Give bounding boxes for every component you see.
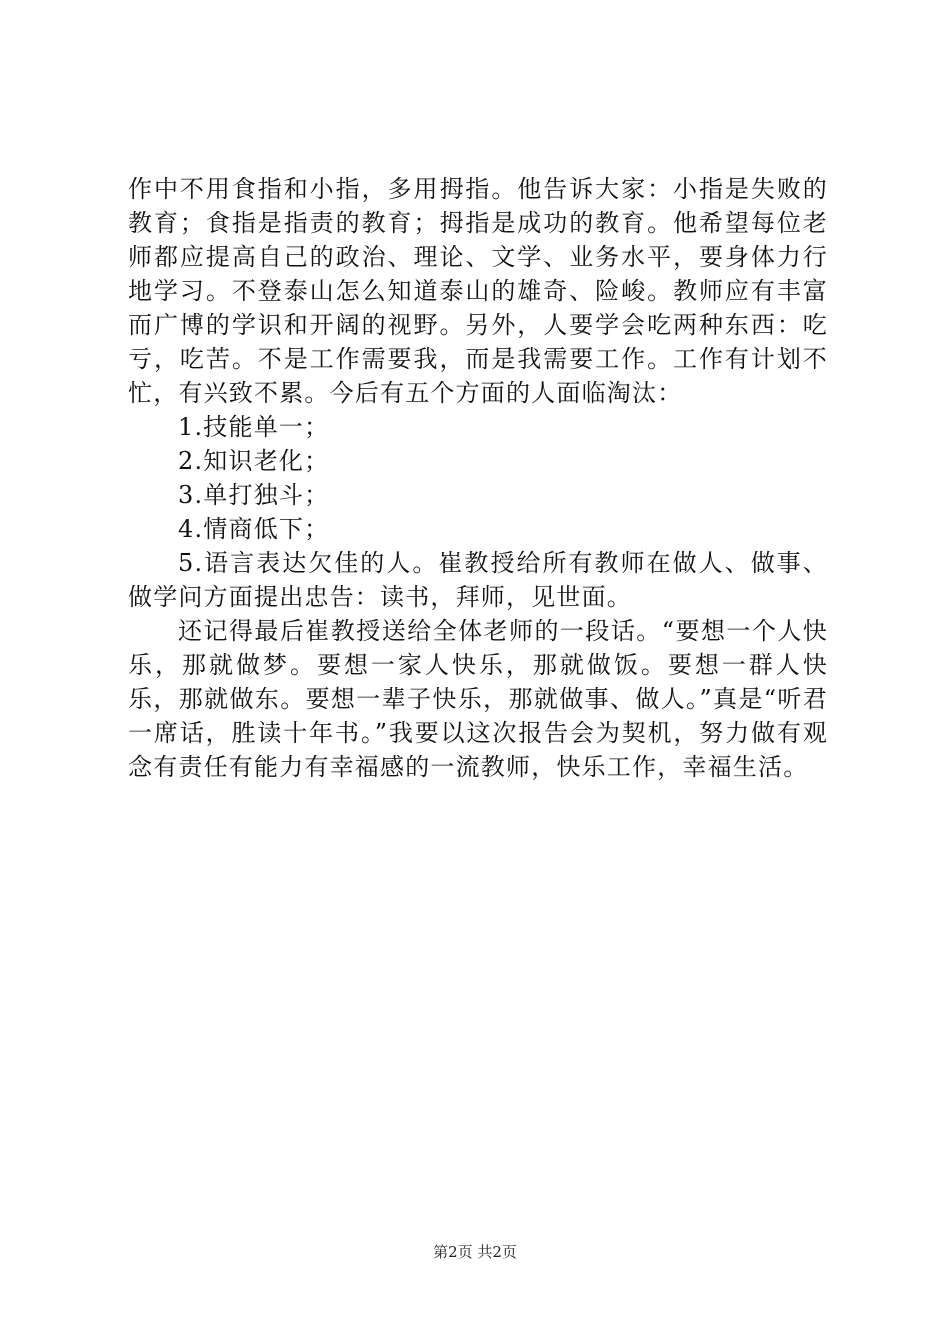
page-number-label: 第2页 共2页 (433, 1243, 517, 1261)
paragraph-item-5: 5.语言表达欠佳的人。崔教授给所有教师在做人、做事、做学问方面提出忠告：读书，拜师，见世面。 (128, 549, 828, 611)
list-item: 2.知识老化； (178, 447, 330, 475)
list-item: 3.单打独斗； (178, 481, 330, 509)
document-body (128, 172, 828, 784)
list-item: 1.技能单一； (178, 413, 330, 441)
list-item: 4.情商低下； (178, 515, 330, 543)
page-footer (0, 1242, 950, 1262)
paragraph-intro: 作中不用食指和小指，多用拇指。他告诉大家：小指是失败的教育；食指是指责的教育；拇指是成功的教育。他希望每位老师都应提高自己的政治、理论、文学、业务水平，要身体力行地学习。不登泰山怎么知道泰山的雄奇、险峻。教师应有丰富而广博的学识和开阔的视野。另外，人要学会吃两种东西：吃亏，吃苦。不是工作需要我，而是我需要工作。工作有计划不忙，有兴致不累。今后有五个方面的人面临淘汰： (128, 175, 828, 407)
paragraph-closing: 还记得最后崔教授送给全体老师的一段话。“要想一个人快乐，那就做梦。要想一家人快乐，那就做饭。要想一群人快乐，那就做东。要想一辈子快乐，那就做事、做人。”真是“听君一席话，胜读十年书。”我要以这次报告会为契机，努力做有观念有责任有能力有幸福感的一流教师，快乐工作，幸福生活。 (128, 617, 828, 781)
